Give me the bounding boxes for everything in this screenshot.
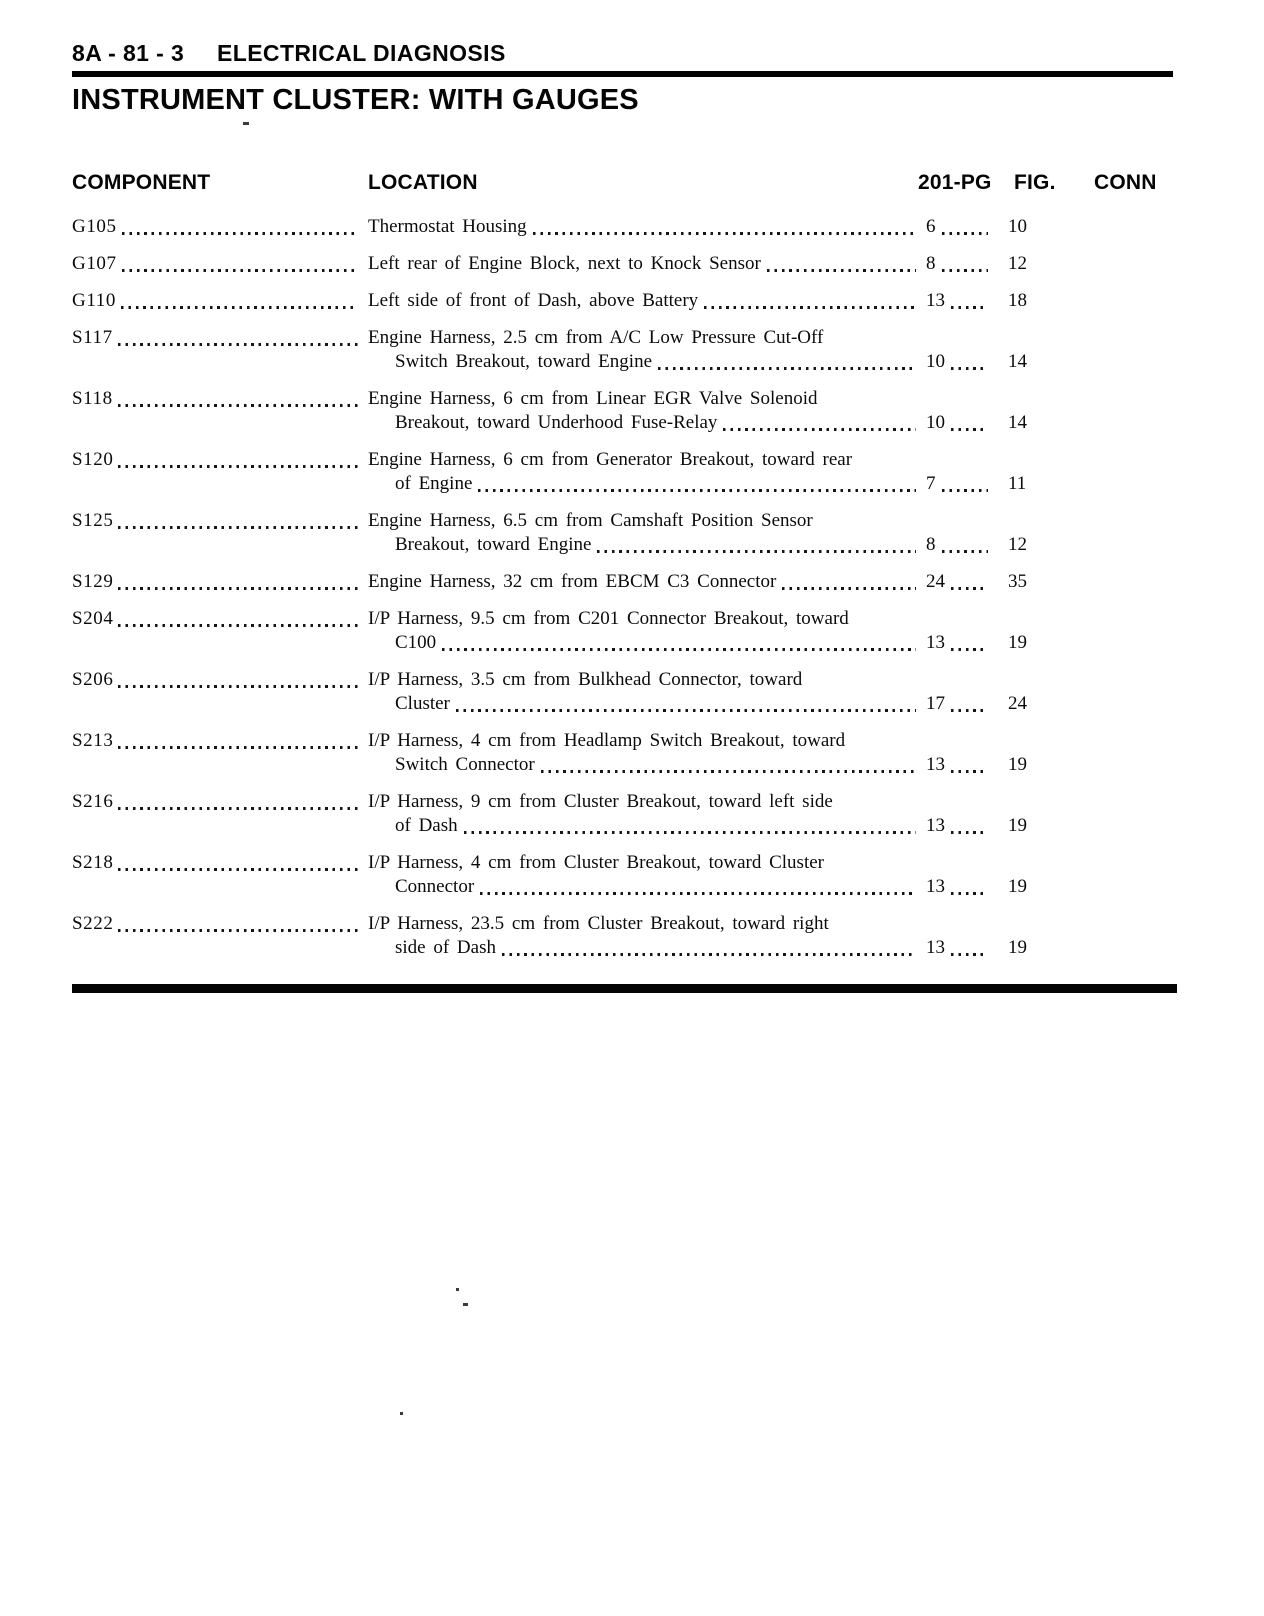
- location-cell: [368, 607, 918, 655]
- location-text: side of Dash: [395, 937, 496, 958]
- page-header-label: ELECTRICAL DIAGNOSIS: [217, 40, 506, 66]
- location-cell: [368, 570, 918, 594]
- column-header-fig: FIG.: [1014, 171, 1056, 194]
- location-cell: [368, 289, 918, 313]
- page-number: 13: [926, 632, 945, 653]
- page-number-cell: [918, 472, 990, 496]
- component-cell: [72, 215, 368, 239]
- component-cell: [72, 790, 368, 814]
- column-header-location: LOCATION: [368, 171, 478, 194]
- figure-number: 19: [1008, 754, 1027, 775]
- location-text: Engine Harness, 32 cm from EBCM C3 Connector: [368, 571, 777, 592]
- dot-leader: [723, 428, 916, 431]
- location-text: of Engine: [395, 473, 473, 494]
- table-row: [72, 851, 1176, 899]
- page-number: 24: [926, 571, 945, 592]
- dot-leader: [118, 868, 358, 871]
- dot-leader: [541, 770, 916, 773]
- page-number-cell: [918, 753, 990, 777]
- page-number: 6: [926, 216, 936, 237]
- figure-number: 18: [1008, 290, 1027, 311]
- page-number: 7: [926, 473, 936, 494]
- dot-leader: [767, 269, 916, 272]
- dot-leader: [951, 428, 988, 431]
- table-row: [72, 570, 1176, 594]
- component-id: S118: [72, 388, 113, 409]
- location-line-2: [368, 875, 918, 899]
- dot-leader: [533, 232, 916, 235]
- dot-leader: [951, 648, 988, 651]
- page-header-code: 8A - 81 - 3: [72, 40, 185, 66]
- location-text: I/P Harness, 4 cm from Headlamp Switch Breakout, toward: [368, 730, 846, 751]
- page-number-cell: [918, 936, 990, 960]
- scan-artifact-dot: [456, 1288, 459, 1291]
- location-text: Thermostat Housing: [368, 216, 527, 237]
- dot-leader: [118, 807, 358, 810]
- dot-leader: [118, 343, 358, 346]
- page-title: INSTRUMENT CLUSTER: WITH GAUGES: [72, 84, 639, 116]
- dot-leader: [951, 892, 988, 895]
- page-number-cell: [918, 533, 990, 557]
- dot-leader: [951, 709, 988, 712]
- location-line-1: [368, 729, 918, 753]
- dot-leader: [456, 709, 916, 712]
- location-text: Breakout, toward Engine: [395, 534, 592, 555]
- table-row: [72, 252, 1176, 276]
- figure-number: 19: [1008, 632, 1027, 653]
- location-cell: [368, 851, 918, 899]
- component-cell: [72, 289, 368, 313]
- location-cell: [368, 729, 918, 777]
- component-cell: [72, 607, 368, 631]
- component-id: G107: [72, 253, 117, 274]
- figure-number-cell: [990, 692, 1068, 716]
- figure-number-cell: [990, 411, 1068, 435]
- component-cell: [72, 851, 368, 875]
- location-cell: [368, 252, 918, 276]
- page-number-cell: [918, 692, 990, 716]
- figure-number: 19: [1008, 815, 1027, 836]
- dot-leader: [118, 404, 358, 407]
- component-id: S213: [72, 730, 114, 751]
- page-number: 8: [926, 534, 936, 555]
- page-number-cell: [918, 411, 990, 435]
- page-number-cell: [918, 814, 990, 838]
- location-text: I/P Harness, 3.5 cm from Bulkhead Connector, toward: [368, 669, 803, 690]
- location-cell: [368, 326, 918, 374]
- figure-number-cell: [990, 631, 1068, 655]
- table-row: [72, 912, 1176, 960]
- figure-number: 12: [1008, 534, 1027, 555]
- dot-leader: [951, 770, 988, 773]
- location-text: I/P Harness, 4 cm from Cluster Breakout, toward Cluster: [368, 852, 824, 873]
- figure-number-cell: [990, 814, 1068, 838]
- page-number-cell: [918, 570, 990, 594]
- component-id: S222: [72, 913, 114, 934]
- location-line-2: [368, 472, 918, 496]
- location-line-2: [368, 814, 918, 838]
- figure-number-cell: [990, 753, 1068, 777]
- location-cell: [368, 509, 918, 557]
- dot-leader: [442, 648, 916, 651]
- location-line-2: [368, 936, 918, 960]
- dot-leader: [118, 465, 358, 468]
- figure-number: 11: [1008, 473, 1027, 494]
- figure-number-cell: [990, 215, 1068, 239]
- component-id: G105: [72, 216, 117, 237]
- scan-artifact-dash: [463, 1303, 468, 1306]
- dot-leader: [942, 269, 989, 272]
- dot-leader: [951, 953, 988, 956]
- location-text: of Dash: [395, 815, 458, 836]
- page-number-cell: [918, 631, 990, 655]
- table-row: [72, 509, 1176, 557]
- location-line-1: [368, 509, 918, 533]
- location-line-1: [368, 289, 918, 313]
- table-row: [72, 607, 1176, 655]
- page-number: 13: [926, 876, 945, 897]
- figure-number: 14: [1008, 351, 1027, 372]
- dot-leader: [951, 367, 988, 370]
- page-number-cell: [918, 350, 990, 374]
- figure-number-cell: [990, 472, 1068, 496]
- component-cell: [72, 668, 368, 692]
- component-cell: [72, 570, 368, 594]
- location-text: Switch Breakout, toward Engine: [395, 351, 653, 372]
- page-number: 10: [926, 412, 945, 433]
- dot-leader: [464, 831, 916, 834]
- location-line-1: [368, 326, 918, 350]
- figure-number-cell: [990, 570, 1068, 594]
- scan-artifact-dash: [243, 122, 249, 125]
- location-line-2: [368, 631, 918, 655]
- component-cell: [72, 326, 368, 350]
- dot-leader: [118, 746, 358, 749]
- figure-number: 10: [1008, 216, 1027, 237]
- location-text: Cluster: [395, 693, 450, 714]
- component-cell: [72, 252, 368, 276]
- location-line-2: [368, 533, 918, 557]
- component-id: S125: [72, 510, 114, 531]
- component-cell: [72, 509, 368, 533]
- figure-number-cell: [990, 936, 1068, 960]
- location-line-2: [368, 753, 918, 777]
- location-text: I/P Harness, 9 cm from Cluster Breakout, toward left side: [368, 791, 833, 812]
- component-id: S120: [72, 449, 114, 470]
- component-id: S218: [72, 852, 114, 873]
- location-text: Left side of front of Dash, above Battery: [368, 290, 699, 311]
- bottom-rule: [72, 984, 1177, 993]
- table-row: [72, 448, 1176, 496]
- location-text: Engine Harness, 6 cm from Generator Breakout, toward rear: [368, 449, 853, 470]
- figure-number: 19: [1008, 937, 1027, 958]
- figure-number-cell: [990, 875, 1068, 899]
- column-header-conn: CONN: [1094, 171, 1157, 194]
- location-line-1: [368, 570, 918, 594]
- dot-leader: [942, 232, 989, 235]
- table-row: [72, 668, 1176, 716]
- component-id: S129: [72, 571, 114, 592]
- figure-number: 19: [1008, 876, 1027, 897]
- dot-leader: [942, 550, 989, 553]
- dot-leader: [951, 587, 988, 590]
- figure-number-cell: [990, 533, 1068, 557]
- figure-number: 14: [1008, 412, 1027, 433]
- location-text: I/P Harness, 9.5 cm from C201 Connector Breakout, toward: [368, 608, 849, 629]
- location-text: Engine Harness, 6.5 cm from Camshaft Position Sensor: [368, 510, 813, 531]
- dot-leader: [118, 624, 358, 627]
- location-cell: [368, 387, 918, 435]
- dot-leader: [942, 489, 989, 492]
- component-location-table: [72, 171, 1176, 993]
- location-text: Breakout, toward Underhood Fuse-Relay: [395, 412, 718, 433]
- page-number-cell: [918, 252, 990, 276]
- component-id: S216: [72, 791, 114, 812]
- dot-leader: [118, 587, 358, 590]
- location-line-1: [368, 851, 918, 875]
- location-line-1: [368, 448, 918, 472]
- table-row: [72, 387, 1176, 435]
- page-header: [72, 40, 1264, 67]
- component-id: S204: [72, 608, 114, 629]
- page-number: 13: [926, 754, 945, 775]
- dot-leader: [122, 232, 358, 235]
- location-text: Engine Harness, 6 cm from Linear EGR Valve Solenoid: [368, 388, 818, 409]
- location-cell: [368, 912, 918, 960]
- location-line-2: [368, 692, 918, 716]
- location-line-1: [368, 790, 918, 814]
- dot-leader: [597, 550, 916, 553]
- component-cell: [72, 448, 368, 472]
- dot-leader: [118, 526, 358, 529]
- dot-leader: [118, 929, 358, 932]
- location-line-1: [368, 912, 918, 936]
- location-line-2: [368, 411, 918, 435]
- page-number: 13: [926, 937, 945, 958]
- figure-number-cell: [990, 289, 1068, 313]
- dot-leader: [951, 831, 988, 834]
- dot-leader: [658, 367, 916, 370]
- location-line-1: [368, 387, 918, 411]
- location-line-1: [368, 668, 918, 692]
- location-text: I/P Harness, 23.5 cm from Cluster Breakout, toward right: [368, 913, 829, 934]
- scan-artifact-dot: [400, 1412, 403, 1415]
- dot-leader: [122, 269, 358, 272]
- location-line-1: [368, 252, 918, 276]
- component-cell: [72, 387, 368, 411]
- dot-leader: [782, 587, 916, 590]
- location-cell: [368, 448, 918, 496]
- component-id: G110: [72, 290, 116, 311]
- component-table-body: [72, 215, 1176, 960]
- location-cell: [368, 215, 918, 239]
- table-row: [72, 289, 1176, 313]
- figure-number: 24: [1008, 693, 1027, 714]
- page-number: 8: [926, 253, 936, 274]
- table-row: [72, 215, 1176, 239]
- figure-number-cell: [990, 350, 1068, 374]
- page-number-cell: [918, 215, 990, 239]
- dot-leader: [118, 685, 358, 688]
- table-header-row: [72, 171, 1176, 195]
- table-row: [72, 790, 1176, 838]
- figure-number: 35: [1008, 571, 1027, 592]
- column-header-component: COMPONENT: [72, 171, 211, 194]
- dot-leader: [121, 306, 358, 309]
- location-cell: [368, 668, 918, 716]
- location-cell: [368, 790, 918, 838]
- location-text: Left rear of Engine Block, next to Knock Sensor: [368, 253, 761, 274]
- figure-number-cell: [990, 252, 1068, 276]
- location-text: Engine Harness, 2.5 cm from A/C Low Pressure Cut-Off: [368, 327, 824, 348]
- location-line-1: [368, 607, 918, 631]
- page-number: 13: [926, 290, 945, 311]
- page-number-cell: [918, 875, 990, 899]
- dot-leader: [704, 306, 916, 309]
- dot-leader: [480, 892, 916, 895]
- page-number: 13: [926, 815, 945, 836]
- location-line-2: [368, 350, 918, 374]
- location-text: Switch Connector: [395, 754, 535, 775]
- component-cell: [72, 729, 368, 753]
- location-text: C100: [395, 632, 437, 653]
- component-id: S206: [72, 669, 114, 690]
- page-number: 10: [926, 351, 945, 372]
- page-number-cell: [918, 289, 990, 313]
- component-id: S117: [72, 327, 113, 348]
- dot-leader: [478, 489, 916, 492]
- page-number: 17: [926, 693, 945, 714]
- dot-leader: [502, 953, 916, 956]
- table-row: [72, 326, 1176, 374]
- column-header-pg: 201-PG: [918, 171, 992, 194]
- figure-number: 12: [1008, 253, 1027, 274]
- location-text: Connector: [395, 876, 475, 897]
- table-row: [72, 729, 1176, 777]
- header-rule: [72, 71, 1173, 77]
- location-line-1: [368, 215, 918, 239]
- dot-leader: [951, 306, 988, 309]
- component-cell: [72, 912, 368, 936]
